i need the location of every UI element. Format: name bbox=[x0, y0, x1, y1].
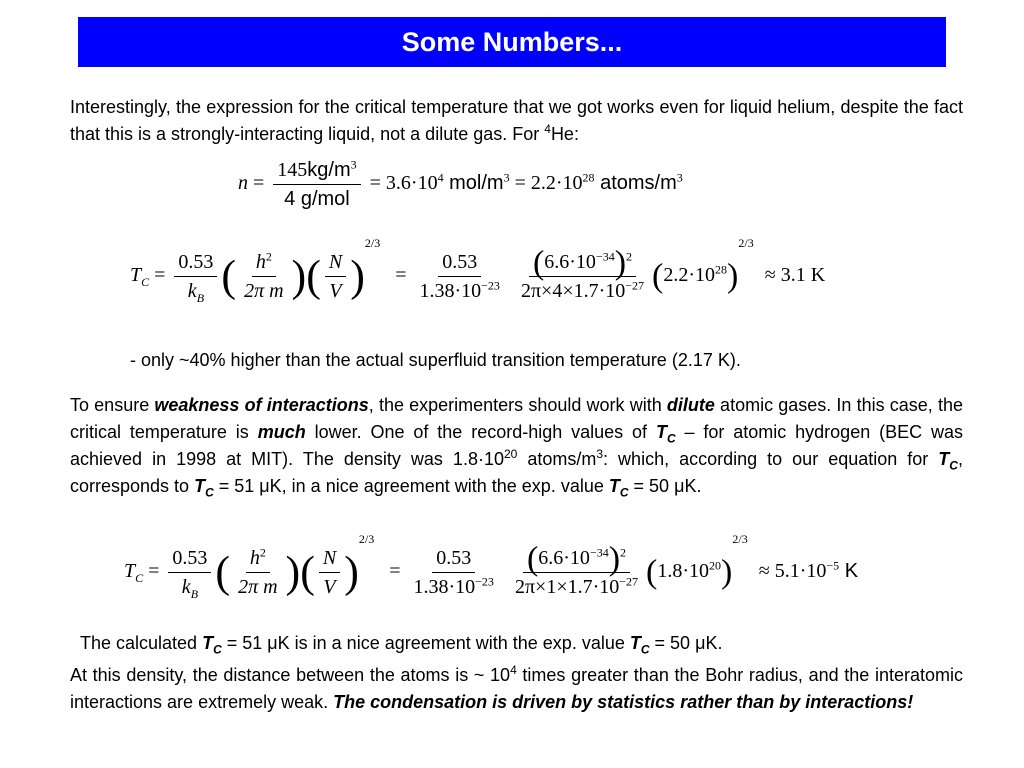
text: lower. One of the record-high values of bbox=[305, 422, 656, 442]
result-unit: K bbox=[839, 560, 859, 583]
exponent: 3 bbox=[596, 447, 604, 461]
molar-density: = 3.6·10 bbox=[369, 172, 438, 195]
molar-mass: 4 g/mol bbox=[284, 188, 350, 210]
numeric-coefficient bbox=[409, 546, 497, 599]
tc-symbol: T bbox=[202, 633, 214, 653]
equals-sign: = bbox=[148, 560, 160, 583]
atom-density-exp: 28 bbox=[582, 170, 595, 185]
text: times greater than the Bohr radius, and the interatomic interactions are extremely weak. bbox=[70, 665, 963, 712]
tc-subscript: C bbox=[949, 458, 958, 473]
exponent: 4 bbox=[510, 663, 517, 677]
kb-subscript: B bbox=[190, 587, 199, 601]
density-value: 145 bbox=[277, 159, 308, 181]
mass-value: 2π×4×1.7·10 bbox=[520, 280, 626, 302]
density-value: 2.2·10 bbox=[663, 264, 716, 287]
emphasis-dilute: dilute bbox=[666, 395, 715, 415]
n-symbol: N bbox=[319, 546, 340, 573]
density-ratio bbox=[325, 250, 346, 303]
v-symbol: V bbox=[329, 280, 342, 302]
boltzmann-exp: −23 bbox=[475, 574, 494, 589]
tc-symbol: T bbox=[938, 449, 950, 469]
intro-paragraph bbox=[70, 94, 963, 148]
coefficient-2: 0.53 bbox=[432, 546, 475, 573]
text: At this density, the distance between the atoms is ~ 10 bbox=[70, 665, 511, 685]
atom-density-unit-exp: 3 bbox=[676, 170, 683, 185]
mass-exp: −27 bbox=[619, 574, 639, 589]
equals-sign: = bbox=[154, 264, 166, 287]
planck-fraction bbox=[240, 250, 287, 303]
n-symbol: N bbox=[325, 250, 346, 277]
result: ≈ 3.1 K bbox=[764, 264, 826, 287]
numeric-planck-fraction: $\frac{(6.6\cdot 10^{-34})^2}{2\pi\times 4\times 1.7\cdot 10^{-27}}$ bbox=[520, 244, 645, 302]
kb-symbol: k bbox=[181, 576, 191, 598]
tc-symbol: T bbox=[655, 422, 667, 442]
text: = 50 μK. bbox=[649, 633, 723, 653]
numeric-coefficient bbox=[415, 250, 503, 303]
density-fraction bbox=[273, 158, 360, 211]
density-unit: kg/m bbox=[307, 159, 351, 181]
tc-symbol: T bbox=[608, 476, 620, 496]
emphasis-conclusion: The condensation is driven by statistics rather than by interactions! bbox=[333, 692, 914, 712]
text: atoms/m bbox=[517, 449, 597, 469]
h-symbol: h bbox=[249, 547, 260, 569]
molar-density-unit: mol/m bbox=[443, 172, 504, 195]
comparison-note: - only ~40% higher than the actual superfluid transition temperature (2.17 K). bbox=[130, 350, 741, 370]
coefficient-2: 0.53 bbox=[438, 250, 481, 277]
coefficient-fraction bbox=[174, 250, 217, 303]
tc-subscript: C bbox=[135, 571, 144, 586]
density-exp: 28 bbox=[715, 262, 728, 277]
coefficient: 0.53 bbox=[168, 546, 211, 573]
hydrogen-tc-equation: $T_C$ = $\frac{0.53}{k_B}$ ( $\frac{h^2}{\text{2π m}}$ )( $\frac{N}{V}$ )$^{2/3}$ = $\frac{0.53}{1.38\cdot 10^{-23}}$ $\frac{(6.6\cdot 10^{-34})^2}{2\pi\times 1\times 1.7\cdot 10^{-27}}$ $(1.8\cdot 10^{20})^{2/3} \approx 5.1\cdot 10^{-5}$ K bbox=[124, 532, 859, 601]
boltzmann-exp: −23 bbox=[481, 278, 500, 293]
emphasis-much: much bbox=[257, 422, 306, 442]
atom-density-unit: atoms/m bbox=[594, 172, 677, 195]
boltzmann-value: 1.38·10 bbox=[413, 576, 476, 598]
tc-symbol: T bbox=[130, 264, 142, 287]
text: To ensure bbox=[70, 395, 155, 415]
coefficient: 0.53 bbox=[174, 250, 217, 277]
v-symbol: V bbox=[323, 576, 336, 598]
h-symbol: h bbox=[255, 251, 266, 273]
text: = 51 μK is in a nice agreement with the exp. value bbox=[221, 633, 630, 653]
text: = 51 μK, in a nice agreement with the exp. value bbox=[213, 476, 609, 496]
text: , the experimenters should work with bbox=[368, 395, 667, 415]
result: ≈ 5.1·10 bbox=[758, 560, 827, 583]
tc-subscript: C bbox=[640, 642, 650, 657]
tc-subscript: C bbox=[213, 642, 222, 657]
tc-symbol: T bbox=[629, 633, 641, 653]
n-symbol: n bbox=[238, 172, 248, 195]
planck-value: 6.6·10 bbox=[538, 547, 590, 569]
tc-symbol: T bbox=[124, 560, 136, 583]
density-power: 2/3 bbox=[732, 532, 748, 546]
density-value: 1.8·10 bbox=[657, 560, 710, 583]
text: : which, according to our equation for bbox=[603, 449, 939, 469]
kb-symbol: k bbox=[187, 280, 197, 302]
density-equation bbox=[238, 158, 683, 211]
density-ratio bbox=[319, 546, 340, 599]
h-exp: 2 bbox=[265, 249, 272, 264]
text: , corresponds to bbox=[70, 449, 963, 496]
molar-density-exp: 4 bbox=[437, 170, 444, 185]
mass-term: 2π m bbox=[244, 280, 284, 302]
density-unit-exp: 3 bbox=[350, 157, 357, 172]
atom-density: = 2.2·10 bbox=[514, 172, 583, 195]
mass-value: 2π×1×1.7·10 bbox=[514, 576, 620, 598]
planck-fraction bbox=[234, 546, 281, 599]
conclusion-paragraph bbox=[70, 662, 963, 716]
equals-sign-2: = bbox=[389, 560, 401, 583]
result-exp: −5 bbox=[826, 558, 840, 573]
slide-title: Some Numbers... bbox=[78, 17, 946, 67]
mass-term: 2π m bbox=[238, 576, 278, 598]
planck-power: 2 bbox=[620, 545, 627, 560]
text: atomic gases. In this case, the critical temperature is bbox=[70, 395, 963, 442]
summary-line bbox=[80, 630, 973, 657]
numeric-planck-fraction: $\frac{(6.6\cdot 10^{-34})^2}{2\pi\times 1\times 1.7\cdot 10^{-27}}$ bbox=[514, 540, 639, 598]
power-exponent: 2/3 bbox=[364, 236, 381, 250]
boltzmann-value: 1.38·10 bbox=[419, 280, 482, 302]
text: – for atomic hydrogen (BEC was achieved in 1998 at MIT). The density was 1.8·10 bbox=[70, 422, 963, 469]
text: = 50 μK. bbox=[628, 476, 702, 496]
density-power: 2/3 bbox=[738, 236, 754, 250]
tc-subscript: C bbox=[141, 275, 150, 290]
density-exp: 20 bbox=[709, 558, 722, 573]
tc-subscript: C bbox=[666, 431, 676, 446]
text: The calculated bbox=[80, 633, 203, 653]
isotope-number: 4 bbox=[544, 122, 551, 136]
molar-density-unit-exp: 3 bbox=[503, 170, 510, 185]
tc-subscript: C bbox=[619, 485, 629, 500]
planck-power: 2 bbox=[626, 249, 633, 264]
emphasis-weakness: weakness of interactions bbox=[154, 395, 369, 415]
equals-sign: = bbox=[253, 172, 265, 195]
planck-exp: −34 bbox=[595, 249, 615, 264]
intro-text: Interestingly, the expression for the critical temperature that we got works even for liquid helium, despite the fact that this is a strongly-interacting liquid, not a dilute gas. For bbox=[70, 97, 963, 144]
exponent: 20 bbox=[503, 447, 518, 461]
planck-value: 6.6·10 bbox=[544, 251, 596, 273]
tc-subscript: C bbox=[205, 485, 214, 500]
equals-sign-2: = bbox=[395, 264, 407, 287]
intro-element: He: bbox=[550, 124, 579, 144]
coefficient-fraction bbox=[168, 546, 211, 599]
tc-symbol: T bbox=[194, 476, 206, 496]
planck-exp: −34 bbox=[589, 545, 609, 560]
kb-subscript: B bbox=[196, 291, 205, 305]
h-exp: 2 bbox=[259, 545, 266, 560]
mass-exp: −27 bbox=[625, 278, 645, 293]
hydrogen-paragraph bbox=[70, 392, 963, 500]
helium-tc-equation: $T_C$ = $\frac{0.53}{k_B}$ ( $\frac{h^2}{\text{2π m}}$ )( $\frac{N}{V}$ )$^{2/3}$ = $\frac{0.53}{1.38\cdot 10^{-23}}$ $\frac{(6.6\cdot 10^{-34})^2}{2\pi\times 4\times 1.7\cdot 10^{-27}}$ $(2.2\cdot 10^{28})^{2/3} \approx 3.1$ K bbox=[130, 236, 826, 305]
power-exponent: 2/3 bbox=[358, 532, 375, 546]
